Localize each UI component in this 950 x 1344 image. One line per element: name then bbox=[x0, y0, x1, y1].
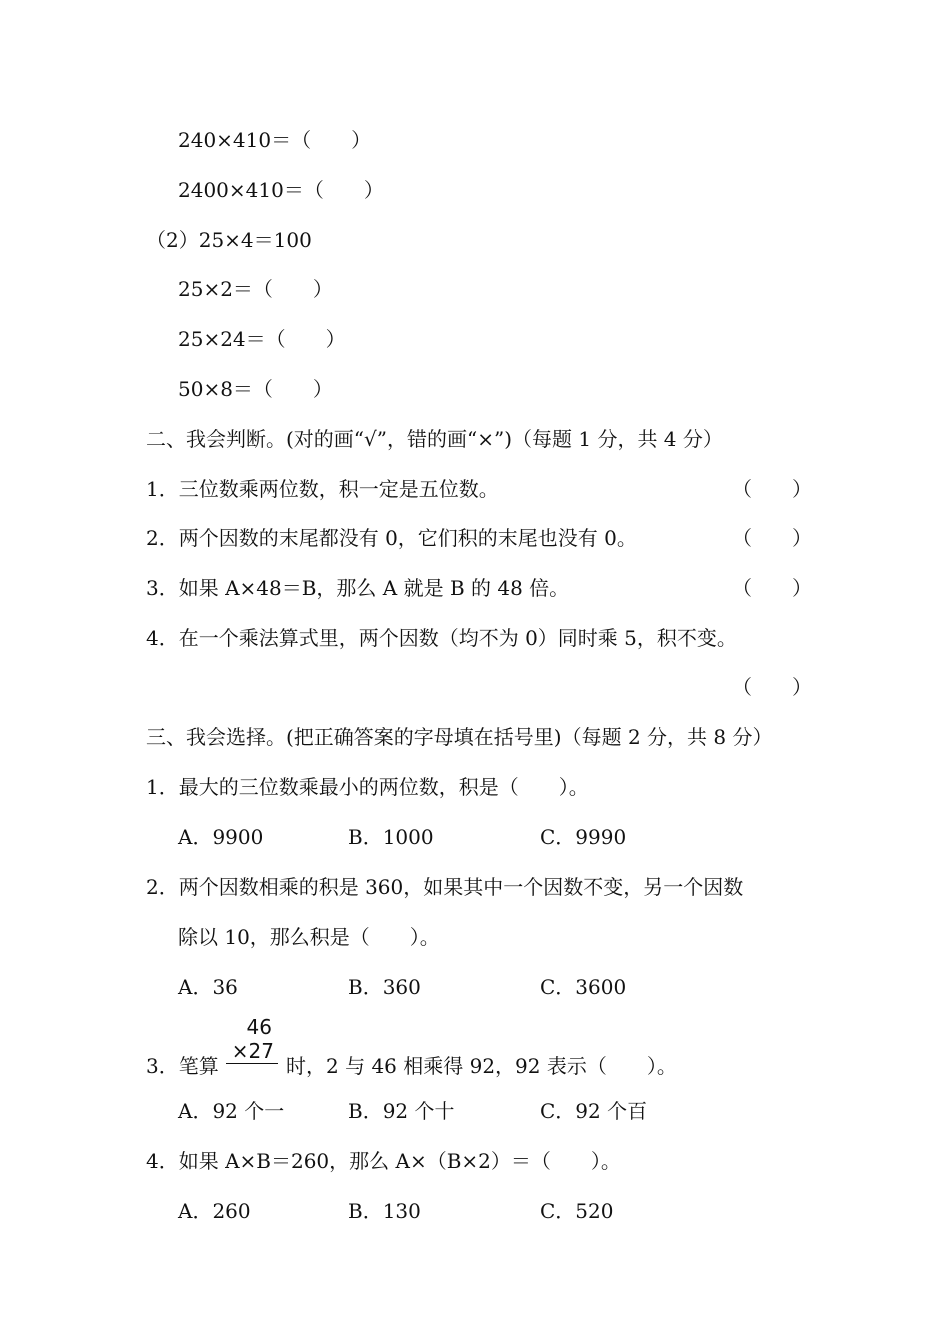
option-a[interactable]: A．36 bbox=[178, 975, 238, 999]
answer-blank[interactable]: （ ） bbox=[732, 576, 812, 600]
choice-question-suffix: 时，2 与 46 相乘得 92，92 表示（ ）。 bbox=[286, 1054, 677, 1078]
vertical-multiplication bbox=[226, 1015, 278, 1064]
option-c[interactable]: C．3600 bbox=[540, 975, 627, 999]
option-a[interactable]: A．260 bbox=[178, 1199, 251, 1223]
judge-question: 3．如果 A×48＝B，那么 A 就是 B 的 48 倍。 bbox=[146, 576, 570, 600]
option-b[interactable]: B．92 个十 bbox=[348, 1099, 455, 1123]
section-title: 二、我会判断。(对的画“√”，错的画“×”)（每题 1 分，共 4 分） bbox=[146, 427, 723, 451]
option-b[interactable]: B．360 bbox=[348, 975, 421, 999]
equation-line: 25×2＝（ ） bbox=[178, 277, 333, 301]
option-b[interactable]: B．130 bbox=[348, 1199, 421, 1223]
section-title: 三、我会选择。(把正确答案的字母填在括号里)（每题 2 分，共 8 分） bbox=[146, 725, 773, 749]
option-c[interactable]: C．520 bbox=[540, 1199, 614, 1223]
subquestion-label: （2）25×4＝100 bbox=[146, 228, 312, 252]
choice-question: 1．最大的三位数乘最小的两位数，积是（ ）。 bbox=[146, 775, 589, 799]
multiplier: ×27 bbox=[226, 1039, 278, 1064]
equation-line: 25×24＝（ ） bbox=[178, 327, 346, 351]
option-b[interactable]: B．1000 bbox=[348, 825, 434, 849]
option-a[interactable]: A．92 个一 bbox=[178, 1099, 285, 1123]
judge-question: 1．三位数乘两位数，积一定是五位数。 bbox=[146, 477, 499, 501]
option-a[interactable]: A．9900 bbox=[178, 825, 264, 849]
option-c[interactable]: C．9990 bbox=[540, 825, 627, 849]
judge-question: 2．两个因数的末尾都没有 0，它们积的末尾也没有 0。 bbox=[146, 526, 637, 550]
equation-line: 240×410＝（ ） bbox=[178, 128, 372, 152]
option-c[interactable]: C．92 个百 bbox=[540, 1099, 648, 1123]
equation-line: 50×8＝（ ） bbox=[178, 377, 333, 401]
choice-question-cont: 除以 10，那么积是（ ）。 bbox=[178, 925, 440, 949]
equation-line: 2400×410＝（ ） bbox=[178, 178, 384, 202]
judge-question: 4．在一个乘法算式里，两个因数（均不为 0）同时乘 5，积不变。 bbox=[146, 626, 737, 650]
choice-question-prefix: 3．笔算 bbox=[146, 1054, 219, 1078]
answer-blank[interactable]: （ ） bbox=[732, 526, 812, 550]
answer-blank[interactable]: （ ） bbox=[732, 675, 812, 699]
choice-question: 4．如果 A×B＝260，那么 A×（B×2）＝（ ）。 bbox=[146, 1149, 621, 1173]
choice-question: 2．两个因数相乘的积是 360，如果其中一个因数不变，另一个因数 bbox=[146, 875, 744, 899]
multiplicand: 46 bbox=[246, 1015, 272, 1039]
answer-blank[interactable]: （ ） bbox=[732, 477, 812, 501]
